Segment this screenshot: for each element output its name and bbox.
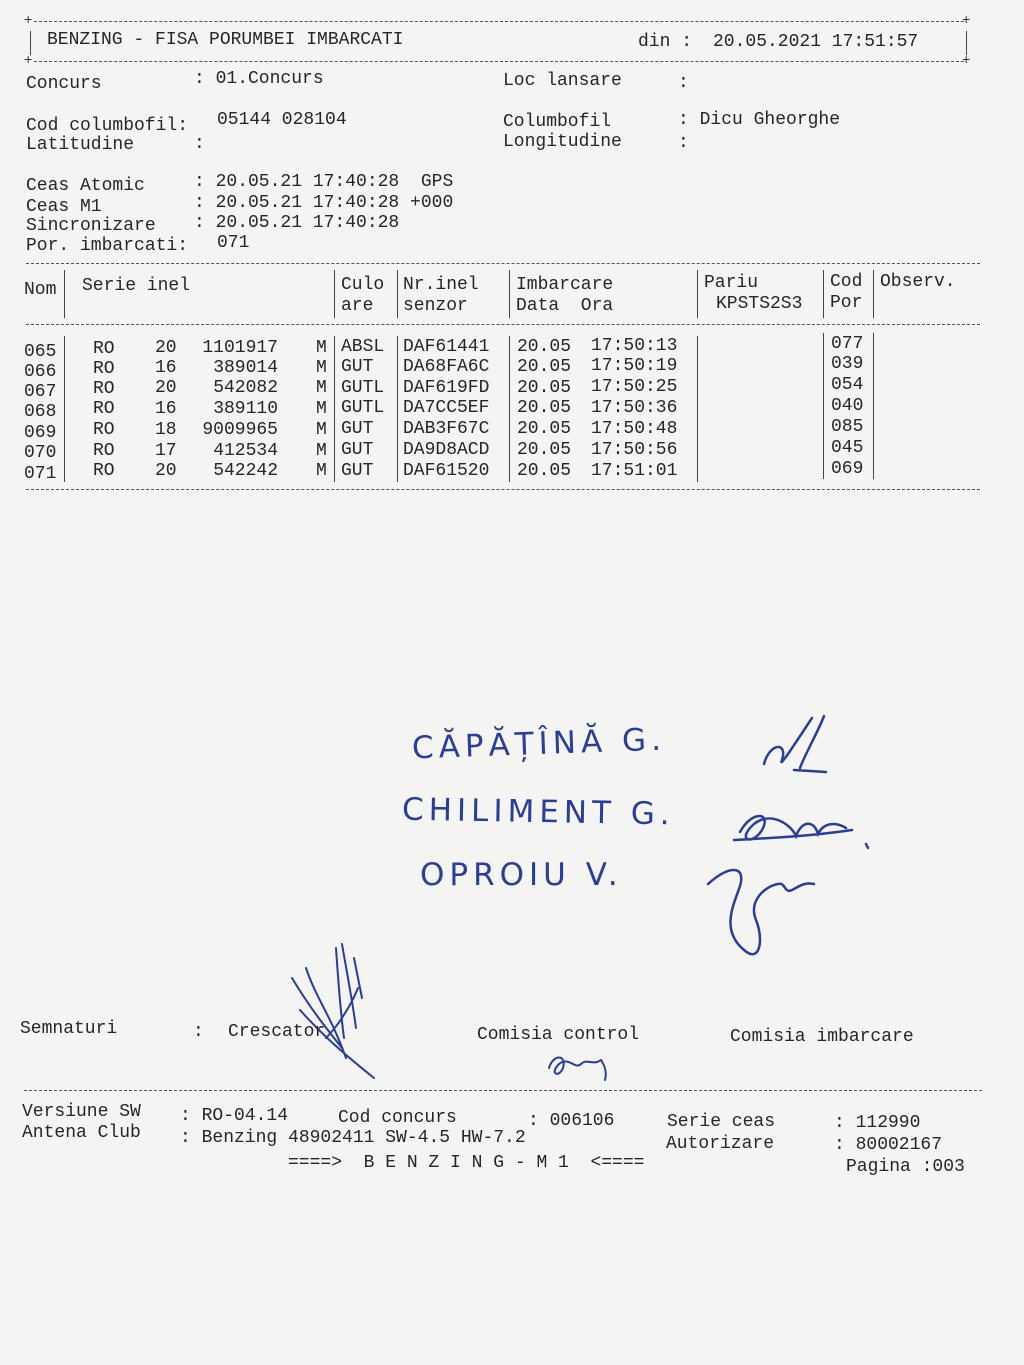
col-sep (509, 336, 510, 482)
table-cell-data: 20.05 (517, 357, 572, 377)
versiune-label: Versiune SW (22, 1102, 141, 1122)
antena-value: : Benzing 48902411 SW-4.5 HW-7.2 (180, 1128, 526, 1148)
crescator-label: Crescator (228, 1022, 326, 1042)
table-cell-nom: 065 (24, 342, 57, 362)
table-cell-cod: 054 (831, 375, 864, 395)
latitudine-value: : (194, 134, 205, 154)
col-sep (397, 270, 398, 318)
table-cell-nom: 066 (24, 362, 57, 382)
table-cell-tara: RO (93, 339, 115, 359)
col-header-nrinel: Nr.inel (403, 275, 479, 295)
table-cell-ora: 17:50:36 (591, 398, 678, 418)
table-cell-ora: 17:50:13 (591, 336, 678, 356)
versiune-value: : RO-04.14 (180, 1106, 289, 1126)
page-number: Pagina :003 (846, 1157, 965, 1177)
ceas-m1-label: Ceas M1 (26, 197, 102, 217)
cod-concurs-value: : 006106 (528, 1111, 615, 1131)
por-imbarcati-label: Por. imbarcati: (26, 236, 189, 256)
col-sep (873, 270, 874, 318)
table-cell-cod: 069 (831, 459, 864, 479)
latitudine-label: Latitudine (26, 135, 135, 155)
header-bottom-rule (34, 61, 964, 62)
table-cell-nom: 067 (24, 382, 57, 402)
col-header-cod: Cod (830, 272, 863, 292)
table-bottom-rule (26, 489, 980, 490)
header-top-rule (34, 21, 964, 22)
handwritten-name-3: OPROIU V. (420, 857, 623, 893)
signature-2 (732, 800, 872, 860)
col-header-nrinel: senzor (403, 296, 468, 316)
table-cell-data: 20.05 (517, 440, 572, 460)
table-cell-ora: 17:50:19 (591, 356, 678, 376)
table-cell-nom: 070 (24, 443, 57, 463)
table-cell-sex: M (316, 338, 327, 358)
date-label: din : (638, 32, 693, 52)
date-value: 20.05.2021 17:51:57 (713, 32, 919, 52)
col-sep (697, 336, 698, 482)
signature-3 (700, 860, 830, 980)
table-cell-data: 20.05 (517, 419, 572, 439)
table-cell-senzor: DAF619FD (403, 378, 490, 398)
serie-ceas-value: : 112990 (834, 1113, 921, 1133)
table-cell-cod: 077 (831, 334, 864, 354)
table-cell-nr: 9009965 (202, 420, 278, 440)
cod-columbofil-label: Cod columbofil: (26, 116, 189, 136)
table-cell-senzor: DAB3F67C (403, 419, 490, 439)
longitudine-value: : (678, 133, 689, 153)
frame-corner: + (962, 13, 971, 29)
col-sep (64, 270, 65, 318)
col-sep (64, 336, 65, 482)
table-cell-nr: 412534 (213, 441, 278, 461)
sincronizare-label: Sincronizare (26, 216, 156, 236)
table-cell-nr: 542082 (213, 378, 278, 398)
table-cell-sex: M (316, 420, 327, 440)
loc-lansare-label: Loc lansare (503, 71, 622, 91)
table-cell-nom: 069 (24, 423, 57, 443)
table-cell-culoare: GUT (341, 461, 374, 481)
table-cell-cod: 039 (831, 354, 864, 374)
table-cell-senzor: DA68FA6C (403, 357, 490, 377)
col-header-serie: Serie inel (82, 276, 191, 296)
table-cell-cod: 045 (831, 438, 864, 458)
table-cell-cod: 085 (831, 417, 864, 437)
table-cell-cod: 040 (831, 396, 864, 416)
col-sep (823, 333, 824, 479)
frame-corner: + (24, 53, 33, 69)
table-cell-sex: M (316, 378, 327, 398)
serie-ceas-label: Serie ceas (667, 1112, 776, 1132)
table-cell-nom: 071 (24, 464, 57, 484)
col-sep (873, 333, 874, 479)
table-cell-sex: M (316, 441, 327, 461)
table-cell-an: 16 (155, 358, 177, 378)
table-cell-tara: RO (93, 441, 115, 461)
frame-corner: + (24, 13, 33, 29)
cod-concurs-label: Cod concurs (338, 1108, 457, 1128)
table-cell-tara: RO (93, 359, 115, 379)
table-cell-senzor: DA7CC5EF (403, 398, 490, 418)
col-sep (334, 270, 335, 318)
handwritten-name-1: CĂPĂȚÎNĂ G. (411, 721, 667, 767)
table-cell-ora: 17:51:01 (591, 461, 678, 481)
table-cell-an: 20 (155, 378, 177, 398)
table-top-rule (26, 263, 980, 264)
header-right-border (966, 31, 967, 55)
table-cell-nr: 389110 (213, 399, 278, 419)
col-header-cod: Por (830, 293, 863, 313)
table-cell-an: 16 (155, 399, 177, 419)
table-cell-ora: 17:50:48 (591, 419, 678, 439)
antena-label: Antena Club (22, 1123, 141, 1143)
concurs-value: : 01.Concurs (194, 69, 324, 89)
col-sep (397, 336, 398, 482)
table-cell-nr: 1101917 (202, 338, 278, 358)
table-cell-culoare: ABSL (341, 337, 385, 357)
columbofil-label: Columbofil (503, 112, 612, 132)
signature-comisia-control (545, 1050, 615, 1084)
ceas-m1-value: : 20.05.21 17:40:28 +000 (194, 193, 454, 213)
table-cell-tara: RO (93, 420, 115, 440)
col-header-observ: Observ. (880, 272, 956, 292)
table-cell-tara: RO (93, 461, 115, 481)
col-sep (509, 270, 510, 318)
table-cell-sex: M (316, 461, 327, 481)
table-cell-senzor: DAF61441 (403, 337, 490, 357)
ceas-atomic-value: : 20.05.21 17:40:28 GPS (194, 172, 454, 192)
footer-rule (24, 1090, 982, 1091)
col-header-pariu: KPSTS2S3 (716, 294, 803, 314)
table-cell-culoare: GUTL (341, 398, 385, 418)
table-cell-senzor: DA9D8ACD (403, 440, 490, 460)
col-header-culoare: Culo (341, 275, 385, 295)
ceas-atomic-label: Ceas Atomic (26, 176, 145, 196)
comisia-control-label: Comisia control (477, 1025, 640, 1045)
col-header-culoare: are (341, 296, 374, 316)
cod-columbofil-value: 05144 028104 (217, 110, 347, 130)
frame-corner: + (962, 53, 971, 69)
table-cell-an: 18 (155, 420, 177, 440)
col-header-imbarcare: Imbarcare (516, 275, 614, 295)
signature-1 (760, 712, 830, 782)
col-sep (823, 270, 824, 318)
table-cell-data: 20.05 (517, 337, 572, 357)
page-title: BENZING - FISA PORUMBEI IMBARCATI (47, 30, 404, 50)
sincronizare-value: : 20.05.21 17:40:28 (194, 213, 400, 233)
comisia-imbarcare-label: Comisia imbarcare (730, 1027, 914, 1047)
table-cell-an: 20 (155, 461, 177, 481)
handwritten-name-2: CHILIMENT G. (401, 791, 675, 833)
signature-crescator (286, 938, 386, 1083)
table-cell-data: 20.05 (517, 398, 572, 418)
col-header-pariu: Pariu (704, 273, 759, 293)
table-cell-sex: M (316, 358, 327, 378)
table-cell-culoare: GUT (341, 419, 374, 439)
table-cell-culoare: GUT (341, 440, 374, 460)
table-cell-ora: 17:50:25 (591, 377, 678, 397)
table-cell-senzor: DAF61520 (403, 461, 490, 481)
semnaturi-label: Semnaturi (20, 1019, 118, 1039)
semnaturi-colon: : (193, 1022, 204, 1042)
table-cell-sex: M (316, 399, 327, 419)
table-cell-culoare: GUTL (341, 378, 385, 398)
autorizare-label: Autorizare (666, 1134, 775, 1154)
table-cell-an: 20 (155, 338, 177, 358)
concurs-label: Concurs (26, 74, 102, 94)
table-cell-nr: 389014 (213, 358, 278, 378)
table-cell-an: 17 (155, 441, 177, 461)
por-imbarcati-value: 071 (217, 233, 250, 253)
table-cell-nr: 542242 (213, 461, 278, 481)
autorizare-value: : 80002167 (834, 1135, 943, 1155)
footer-banner: ====> B E N Z I N G - M 1 <==== (288, 1153, 645, 1173)
longitudine-label: Longitudine (503, 132, 622, 152)
loc-lansare-value: : (678, 73, 689, 93)
col-header-imbarcare: Data Ora (516, 296, 614, 316)
col-header-nom: Nom (24, 280, 57, 300)
table-cell-data: 20.05 (517, 378, 572, 398)
columbofil-value: : Dicu Gheorghe (678, 110, 841, 130)
table-cell-ora: 17:50:56 (591, 440, 678, 460)
table-header-rule (26, 324, 980, 325)
col-sep (697, 270, 698, 318)
table-cell-data: 20.05 (517, 461, 572, 481)
table-cell-tara: RO (93, 379, 115, 399)
table-cell-culoare: GUT (341, 357, 374, 377)
table-cell-tara: RO (93, 399, 115, 419)
table-cell-nom: 068 (24, 402, 57, 422)
header-left-border (30, 31, 31, 55)
col-sep (334, 336, 335, 482)
